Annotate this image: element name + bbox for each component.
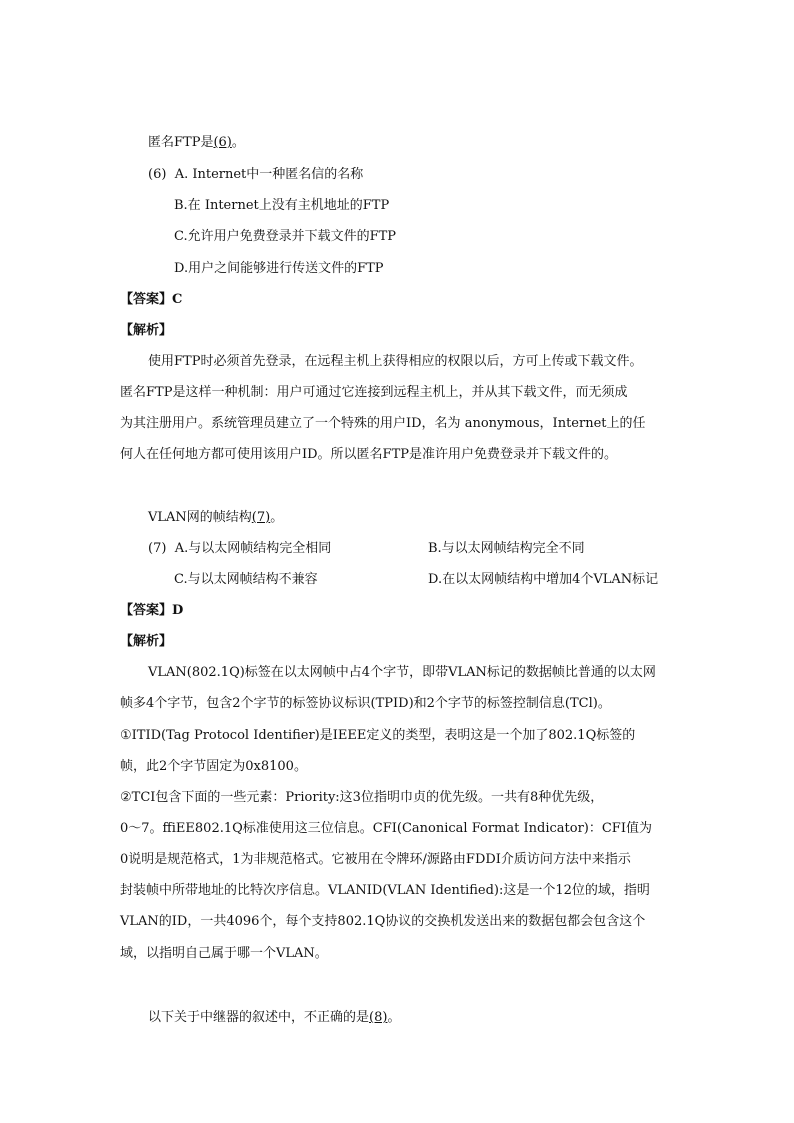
question-6-number: (6) <box>148 167 167 182</box>
answer-label: 【答案】 <box>120 603 173 618</box>
question-8-stem <box>148 1009 400 1027</box>
analysis-line: 域，以指明自己属于哪一个VLAN。 <box>120 946 328 961</box>
analysis-line: 0说明是规范格式，1为非规范格式。它被用在令牌环/源路由FDDI介质访问方法中来指示 <box>120 852 631 867</box>
question-6-text: 匿名FTP是 <box>148 135 214 150</box>
question-7-suffix: 。 <box>270 510 284 525</box>
question-8-suffix: 。 <box>387 1010 401 1025</box>
answer-value: D <box>172 603 184 618</box>
analysis-line: 何人在任何地方都可使用该用户ID。所以匿名FTP是准许用户免费登录并下载文件的。 <box>120 447 617 462</box>
analysis-line: 0～7。ffiEE802.1Q标准使用这三位信息。CFI(Canonical Format Indicator)：CFI值为 <box>120 821 652 836</box>
question-6-option-b: B.在 Internet上没有主机地址的FTP <box>174 198 390 213</box>
option-a-text: A. Internet中一种匿名信的名称 <box>174 167 364 182</box>
question-6-option-d: D.用户之间能够进行传送文件的FTP <box>174 261 384 276</box>
question-8-blank: (8) <box>369 1010 388 1025</box>
analysis-line: ①ITID(Tag Protocol Identifier)是IEEE定义的类型，表明这是一个加了802.1Q标签的 <box>120 728 636 743</box>
question-7-text: VLAN网的帧结构 <box>148 510 252 525</box>
answer-value: C <box>172 292 183 307</box>
question-6-analysis-label: 【解析】 <box>120 323 173 338</box>
analysis-line: 封装帧中所带地址的比特次序信息。VLANID(VLAN Identified):这是一个12位的域，指明 <box>120 883 650 898</box>
question-6-option-c: C.允许用户免费登录并下载文件的FTP <box>174 229 397 244</box>
question-7-answer <box>120 602 183 620</box>
question-7-number: (7) <box>148 541 167 556</box>
question-8-text: 以下关于中继器的叙述中，不正确的是 <box>148 1010 370 1025</box>
question-7-option-c: C.与以太网帧结构不兼容 <box>174 572 318 587</box>
question-6-blank: (6) <box>213 135 232 150</box>
analysis-line: 帧多4个字节，包含2个字节的标签协议标识(TPID)和2个字节的标签控制信息(TCl)。 <box>120 696 611 711</box>
question-7-option-a <box>148 540 331 558</box>
analysis-line: 帧，此2个字节固定为0x8100。 <box>120 759 307 774</box>
question-6-answer <box>120 291 182 309</box>
question-7-stem <box>148 509 283 527</box>
analysis-line: ②TCI包含下面的一些元素：Priority:这3位指明巾贞的优先级。一共有8种优先级， <box>120 790 604 805</box>
question-6-option-a <box>148 166 363 184</box>
answer-label: 【答案】 <box>120 292 173 307</box>
analysis-line: 使用FTP时必须首先登录，在远程主机上获得相应的权限以后，方可上传或下载文件。 <box>148 354 643 369</box>
question-7-blank: (7) <box>251 510 271 525</box>
analysis-line: 匿名FTP是这样一种机制：用户可通过它连接到远程主机上，并从其下载文件，而无须成 <box>120 385 628 400</box>
analysis-line: 为其注册用户。系统管理员建立了一个特殊的用户ID，名为 anonymous，Internet上的任 <box>120 416 646 431</box>
option-a-text: A.与以太网帧结构完全相同 <box>174 541 332 556</box>
analysis-line: VLAN(802.1Q)标签在以太网帧中占4个字节，即带VLAN标记的数据帧比普通的以太网 <box>148 665 656 680</box>
question-7-option-d: D.在以太网帧结构中增加4个VLAN标记 <box>428 572 659 587</box>
question-6-suffix: 。 <box>231 135 245 150</box>
analysis-line: VLAN的ID，一共4096个，每个支持802.1Q协议的交换机发送出来的数据包都会包含这个 <box>120 914 646 929</box>
question-6-stem <box>148 134 245 152</box>
question-7-analysis-label: 【解析】 <box>120 634 173 649</box>
question-7-option-b: B.与以太网帧结构完全不同 <box>428 541 585 556</box>
